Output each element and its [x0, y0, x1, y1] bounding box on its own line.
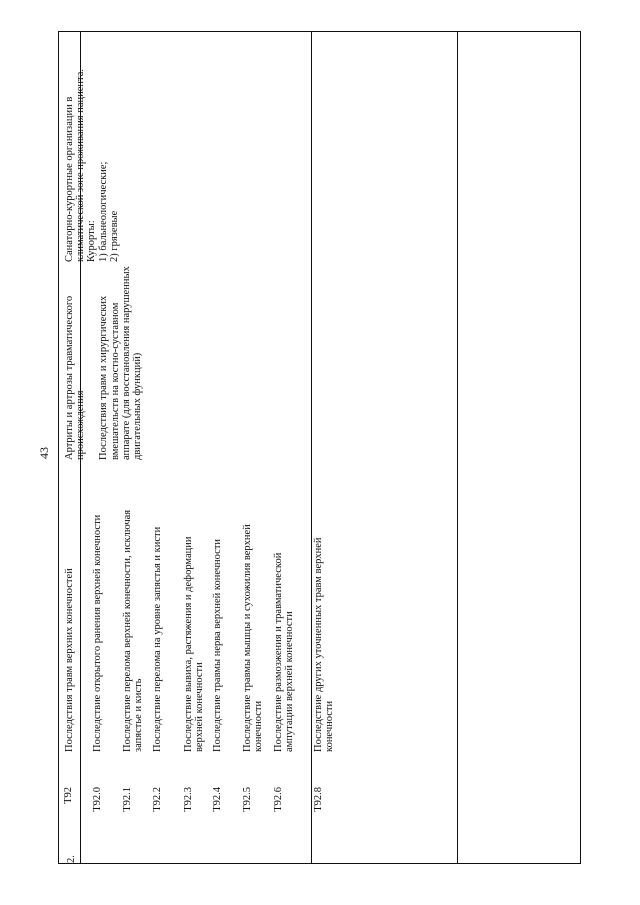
diagnosis-text: Последствие размозжения и травматической ампутации верхней конечности	[273, 552, 296, 752]
diagnosis-label	[64, 504, 78, 752]
diagnosis-text: Последствие травмы мышцы и сухожилия верхней конечности	[242, 524, 265, 752]
diagnosis-label	[313, 504, 339, 752]
diagnosis-text: Последствие других уточненных травм верхней конечности	[313, 537, 336, 752]
indication-text: Артриты и артрозы травматического происхождения	[64, 295, 87, 460]
diagnosis-text: Последствие перелома на уровне запястья и кисти	[152, 526, 163, 752]
row-number: 2.	[66, 855, 77, 863]
facility-text: Санаторно-курортные организации в климатической зоне проживания пациента.	[64, 69, 87, 262]
page-number: 43	[37, 447, 51, 459]
diagnosis-text: Последствие вывиха, растяжения и деформации верхней конечности	[183, 536, 206, 752]
icd-code: T92	[63, 787, 74, 804]
facility-text: 2) грязевые	[108, 210, 120, 262]
facility-text: Курорты:	[86, 220, 98, 262]
indications-cell	[64, 265, 204, 460]
icd-code: T92.3	[183, 787, 194, 812]
diagnosis-label	[92, 504, 118, 752]
diagnosis-text: Последствие открытого ранения верхней конечности	[92, 514, 103, 752]
icd-code: T92.5	[242, 787, 253, 812]
diagnosis-label	[242, 504, 268, 752]
table	[58, 31, 581, 864]
facility-text: 1) бальнеологические;	[97, 161, 109, 262]
facilities-cell	[64, 42, 184, 262]
diagnosis-text: Последствие травмы нерва верхней конечности	[212, 538, 223, 752]
diagnosis-label	[212, 504, 238, 752]
icd-code: T92.0	[92, 787, 103, 812]
column-divider	[457, 32, 458, 863]
diagnosis-text: Последствия травм верхних конечностей	[64, 568, 75, 752]
icd-code: T92.4	[212, 787, 223, 812]
diagnosis-label	[273, 504, 311, 752]
indication-text: Последствия травм и хирургических вмешательств на костно-суставном аппарате (для восстановления нарушенных двигательных функций)	[98, 266, 144, 460]
diagnosis-text: Последствие перелома верхней конечности, исключая запястье и кисть	[122, 509, 145, 752]
diagnosis-label	[183, 504, 209, 752]
icd-code: T92.1	[122, 787, 133, 812]
icd-code: T92.2	[152, 787, 163, 812]
icd-code: T92.8	[313, 787, 324, 812]
diagnosis-label	[122, 504, 148, 752]
diagnosis-label	[152, 504, 178, 752]
icd-code: T92.6	[273, 787, 284, 812]
